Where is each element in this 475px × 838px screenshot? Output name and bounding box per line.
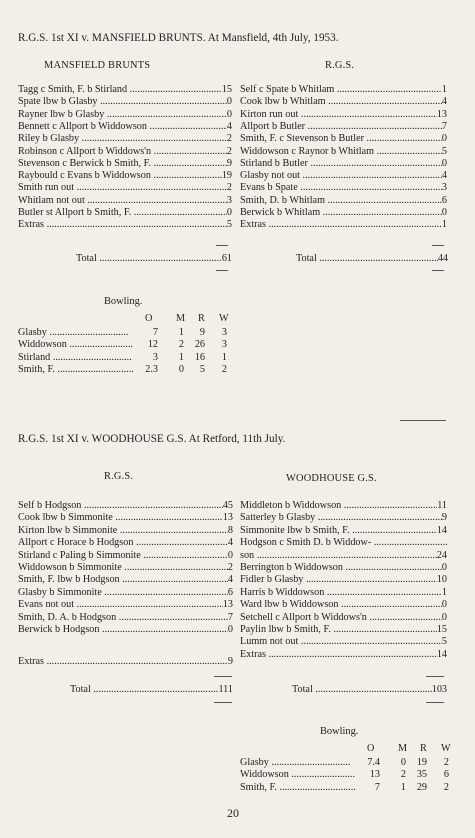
runs: 24 bbox=[436, 549, 447, 561]
runs: 2 bbox=[227, 562, 233, 573]
batting-row bbox=[240, 525, 447, 537]
bowling-w: 6 bbox=[443, 769, 449, 781]
batsman-entry: Evans not out ..... bbox=[18, 599, 223, 611]
runs: 1 bbox=[441, 84, 447, 95]
batting-row bbox=[18, 525, 233, 537]
bowling-r: 35 bbox=[416, 769, 427, 781]
batting-row bbox=[240, 550, 447, 562]
batting-row bbox=[18, 624, 233, 636]
batting-row bbox=[18, 121, 232, 133]
bowling-w: 3 bbox=[221, 327, 227, 338]
bowling-row bbox=[18, 339, 238, 350]
batting-row bbox=[240, 170, 447, 182]
batting-row bbox=[18, 84, 232, 96]
runs: 5 bbox=[441, 145, 447, 157]
bowling-row bbox=[240, 782, 460, 793]
runs: 14 bbox=[436, 648, 447, 660]
match2-team-right: WOODHOUSE G.S. bbox=[286, 473, 377, 484]
runs: 3 bbox=[226, 194, 232, 206]
batting-row bbox=[240, 109, 447, 121]
batsman-entry: Middleton b Widdowson ..... bbox=[240, 500, 437, 512]
batting-row bbox=[18, 146, 232, 158]
batsman-entry: Bennett c Allport b Widdowson ..... bbox=[18, 121, 227, 133]
batting-row bbox=[240, 649, 447, 661]
batting-row bbox=[240, 500, 447, 512]
batsman-entry: Smith run out ..... bbox=[18, 182, 227, 194]
runs: 1 bbox=[441, 586, 447, 598]
runs: 2 bbox=[226, 145, 232, 157]
match1-left-total: Total ..... 61 bbox=[76, 253, 232, 265]
batting-row bbox=[240, 512, 447, 524]
runs: 9 bbox=[441, 512, 447, 524]
bowling-w: 2 bbox=[443, 781, 449, 793]
runs: 14 bbox=[436, 524, 447, 536]
runs: 0 bbox=[226, 207, 232, 218]
batting-row bbox=[240, 121, 447, 133]
batsman-entry: Simmonite lbw b Smith, F. ..... bbox=[240, 525, 437, 537]
batting-row bbox=[240, 599, 447, 611]
match1-right-total: Total ..... 44 bbox=[296, 253, 448, 265]
match2-right-total: Total ..... 103 bbox=[292, 684, 447, 696]
batting-row bbox=[18, 219, 232, 231]
batting-row bbox=[240, 574, 447, 586]
batting-row bbox=[240, 146, 447, 158]
runs: 10 bbox=[436, 574, 447, 586]
runs: 15 bbox=[221, 84, 232, 95]
batsman-entry: Fidler b Glasby ..... bbox=[240, 574, 437, 586]
runs: 4 bbox=[441, 96, 447, 108]
rule bbox=[432, 270, 444, 271]
match1-header: R.G.S. 1st XI v. MANSFIELD BRUNTS. At Mansfield, 4th July, 1953. bbox=[18, 32, 339, 44]
bowling-m: 0 bbox=[400, 757, 406, 768]
batting-row bbox=[240, 624, 447, 636]
bowling-r: 29 bbox=[416, 781, 427, 793]
batsman-entry: Widdowson c Raynor b Whitlam ..... bbox=[240, 146, 442, 158]
runs: 19 bbox=[221, 170, 232, 182]
runs: 0 bbox=[441, 207, 447, 218]
runs: 5 bbox=[226, 219, 232, 231]
runs: 6 bbox=[441, 194, 447, 206]
batting-row bbox=[18, 562, 233, 574]
runs: 4 bbox=[227, 537, 233, 549]
batting-row bbox=[18, 158, 232, 170]
batting-row bbox=[18, 574, 233, 586]
batsman-entry: Ward lbw b Widdowson ..... bbox=[240, 599, 442, 611]
batsman-entry: Smith, D. b Whitlam ..... bbox=[240, 195, 442, 207]
batting-row bbox=[18, 537, 233, 549]
batsman-entry: Berrington b Widdowson ..... bbox=[240, 562, 442, 574]
batting-row bbox=[240, 636, 447, 648]
batsman-entry: Stirland c Paling b Simmonite ..... bbox=[18, 550, 228, 562]
batting-row bbox=[240, 195, 447, 207]
bowling-w: 2 bbox=[221, 364, 227, 376]
runs: 0 bbox=[441, 133, 447, 145]
runs: 3 bbox=[441, 182, 447, 194]
bowling-m: 1 bbox=[178, 351, 184, 363]
batsman-entry: Widdowson b Simmonite ..... bbox=[18, 562, 228, 574]
bowler-name: Widdowson ..... bbox=[240, 769, 355, 780]
batting-row bbox=[240, 612, 447, 624]
bowler-name: Stirland ..... bbox=[18, 352, 133, 363]
runs: 2 bbox=[226, 182, 232, 194]
runs: 4 bbox=[226, 120, 232, 132]
bowling-r: 9 bbox=[199, 327, 205, 338]
bowling-r: 16 bbox=[194, 351, 205, 363]
batsman-entry: Paylin lbw b Smith, F. ..... bbox=[240, 624, 437, 636]
batsman-entry: Robinson c Allport b Widdows'n ..... bbox=[18, 146, 227, 158]
rule bbox=[432, 245, 444, 246]
match1-bowling-header: O M R W bbox=[145, 313, 229, 324]
batsman-entry: son ..... bbox=[240, 550, 437, 562]
batting-row bbox=[18, 500, 233, 512]
runs: 2 bbox=[226, 133, 232, 145]
bowler-name: Smith, F. ..... bbox=[18, 364, 133, 375]
bowling-m: 0 bbox=[178, 364, 184, 376]
bowling-o: 13 bbox=[369, 769, 380, 781]
runs: 0 bbox=[227, 549, 233, 561]
batsman-entry: Raybould c Evans b Widdowson ..... bbox=[18, 170, 222, 182]
batsman-entry: Berwick b Whitlam ..... bbox=[240, 207, 442, 219]
bowling-o: 2.3 bbox=[145, 364, 158, 376]
batting-row bbox=[18, 612, 233, 624]
bowling-row bbox=[18, 327, 238, 338]
batting-row bbox=[240, 537, 447, 549]
match1-bowling-title: Bowling. bbox=[104, 296, 143, 307]
batsman-entry: Self c Spate b Whitlam ..... bbox=[240, 84, 442, 96]
runs: 4 bbox=[227, 574, 233, 586]
batsman-entry: Allport b Butler ..... bbox=[240, 121, 442, 133]
runs: 0 bbox=[226, 96, 232, 108]
batsman-entry: Hodgson c Smith D. b Widdow- ..... bbox=[240, 537, 447, 549]
runs: 1 bbox=[441, 219, 447, 231]
runs: 0 bbox=[226, 108, 232, 120]
batsman-entry: Riley b Glasby ..... bbox=[18, 133, 227, 145]
batting-row bbox=[240, 587, 447, 599]
batting-row bbox=[240, 84, 447, 96]
batting-row bbox=[240, 133, 447, 145]
batsman-entry: Glasby b Simmonite ..... bbox=[18, 587, 228, 599]
runs: 7 bbox=[441, 120, 447, 132]
match2-bowling-title: Bowling. bbox=[320, 726, 359, 737]
runs: 15 bbox=[436, 624, 447, 635]
runs: 0 bbox=[227, 624, 233, 635]
batsman-entry: Setchell c Allport b Widdows'n ..... bbox=[240, 612, 442, 624]
match2-team-left: R.G.S. bbox=[104, 471, 134, 482]
bowling-m: 2 bbox=[400, 769, 406, 781]
runs: 4 bbox=[441, 170, 447, 182]
batsman-entry: Kirton lbw b Simmonite ..... bbox=[18, 525, 228, 537]
match2-header: R.G.S. 1st XI v. WOODHOUSE G.S. At Retford, 11th July. bbox=[18, 433, 286, 445]
runs: 45 bbox=[222, 500, 233, 511]
batting-row bbox=[18, 207, 232, 219]
runs: 0 bbox=[441, 599, 447, 611]
bowling-row bbox=[240, 757, 460, 768]
bowling-o: 7 bbox=[152, 327, 158, 338]
runs: 8 bbox=[227, 524, 233, 536]
runs: 13 bbox=[436, 108, 447, 120]
bowler-name: Glasby ..... bbox=[18, 327, 133, 338]
batting-row bbox=[18, 170, 232, 182]
batsman-entry: Berwick b Hodgson ..... bbox=[18, 624, 228, 636]
batting-row bbox=[240, 96, 447, 108]
rule bbox=[216, 245, 228, 246]
batsman-entry: Self b Hodgson ..... bbox=[18, 500, 223, 512]
bowling-r: 5 bbox=[199, 364, 205, 376]
runs: 9 bbox=[226, 157, 232, 169]
batsman-entry: Rayner lbw b Glasby ..... bbox=[18, 109, 227, 121]
rule bbox=[214, 702, 232, 703]
batting-row bbox=[18, 182, 232, 194]
rule bbox=[216, 270, 228, 271]
batsman-entry: Spate lbw b Glasby ..... bbox=[18, 96, 227, 108]
bowling-row bbox=[18, 364, 238, 375]
batsman-entry: Evans b Spate ..... bbox=[240, 182, 442, 194]
bowling-r: 19 bbox=[416, 757, 427, 768]
batsman-entry: Harris b Widdowson ..... bbox=[240, 587, 442, 599]
batsman-entry: Allport c Horace b Hodgson ..... bbox=[18, 537, 228, 549]
page-number: 20 bbox=[227, 806, 239, 820]
batting-row bbox=[18, 133, 232, 145]
batsman-entry: Stirland b Butler ..... bbox=[240, 158, 442, 170]
batsman-entry: Smith, F. lbw b Hodgson ..... bbox=[18, 574, 228, 586]
batting-row bbox=[18, 512, 233, 524]
bowling-m: 2 bbox=[178, 339, 184, 351]
batsman-entry: Smith, D. A. b Hodgson ..... bbox=[18, 612, 228, 624]
batsman-entry: Cook lbw b Simmonite ..... bbox=[18, 512, 223, 524]
bowling-w: 1 bbox=[221, 351, 227, 363]
runs: 6 bbox=[227, 586, 233, 598]
bowler-name: Glasby ..... bbox=[240, 757, 355, 768]
bowling-o: 12 bbox=[147, 339, 158, 351]
batting-row bbox=[240, 219, 447, 231]
bowling-o: 7.4 bbox=[367, 757, 380, 768]
rule bbox=[426, 676, 444, 677]
batsman-entry: Kirton run out ..... bbox=[240, 109, 437, 121]
batting-row bbox=[18, 550, 233, 562]
bowling-w: 3 bbox=[221, 339, 227, 351]
batsman-entry: Tagg c Smith, F. b Stirland ..... bbox=[18, 84, 222, 96]
bowling-row bbox=[18, 352, 238, 363]
batsman-entry: Extras ..... bbox=[240, 649, 437, 661]
rule bbox=[426, 702, 444, 703]
runs: 0 bbox=[441, 611, 447, 623]
rule bbox=[214, 676, 232, 677]
batting-row bbox=[240, 207, 447, 219]
batsman-entry: Cook lbw b Whitlam ..... bbox=[240, 96, 442, 108]
batsman-entry: Glasby not out ..... bbox=[240, 170, 442, 182]
bowling-row bbox=[240, 769, 460, 780]
batsman-entry: Satterley b Glasby ..... bbox=[240, 512, 442, 524]
batsman-entry: Extras ..... bbox=[240, 219, 442, 231]
runs: 5 bbox=[441, 636, 447, 648]
match2-bowling-header: O M R W bbox=[367, 743, 451, 754]
batting-row bbox=[18, 109, 232, 121]
batting-row bbox=[240, 158, 447, 170]
batsman-entry: Stevenson c Berwick b Smith, F. ..... bbox=[18, 158, 227, 170]
runs: 0 bbox=[441, 562, 447, 573]
bowler-name: Smith, F. ..... bbox=[240, 782, 355, 793]
batsman-entry: Smith, F. c Stevenson b Butler ..... bbox=[240, 133, 442, 145]
bowling-o: 7 bbox=[374, 781, 380, 793]
runs: 11 bbox=[437, 500, 447, 511]
batsman-entry: Lumm not out ..... bbox=[240, 636, 442, 648]
bowling-w: 2 bbox=[443, 757, 449, 768]
runs: 13 bbox=[222, 599, 233, 611]
match1-team-left: MANSFIELD BRUNTS bbox=[44, 60, 151, 71]
bowling-m: 1 bbox=[178, 327, 184, 338]
bowling-r: 26 bbox=[194, 339, 205, 351]
batting-row bbox=[240, 182, 447, 194]
bowler-name: Widdowson ..... bbox=[18, 339, 133, 350]
match2-left-extras: Extras ..... 9 bbox=[18, 656, 233, 668]
bowling-o: 3 bbox=[152, 351, 158, 363]
batsman-entry: Whitlam not out ..... bbox=[18, 195, 227, 207]
batsman-entry: Extras ..... bbox=[18, 219, 227, 231]
batting-row bbox=[18, 96, 232, 108]
bowling-m: 1 bbox=[400, 781, 406, 793]
runs: 13 bbox=[222, 512, 233, 524]
match2-left-total: Total ..... 111 bbox=[70, 684, 233, 696]
runs: 7 bbox=[227, 611, 233, 623]
batsman-entry: Butler st Allport b Smith, F. ..... bbox=[18, 207, 227, 219]
match1-team-right: R.G.S. bbox=[325, 60, 355, 71]
batting-row bbox=[240, 562, 447, 574]
batting-row bbox=[18, 195, 232, 207]
batting-row bbox=[18, 599, 233, 611]
batting-row bbox=[18, 587, 233, 599]
rule bbox=[400, 420, 446, 421]
runs: 0 bbox=[441, 157, 447, 169]
